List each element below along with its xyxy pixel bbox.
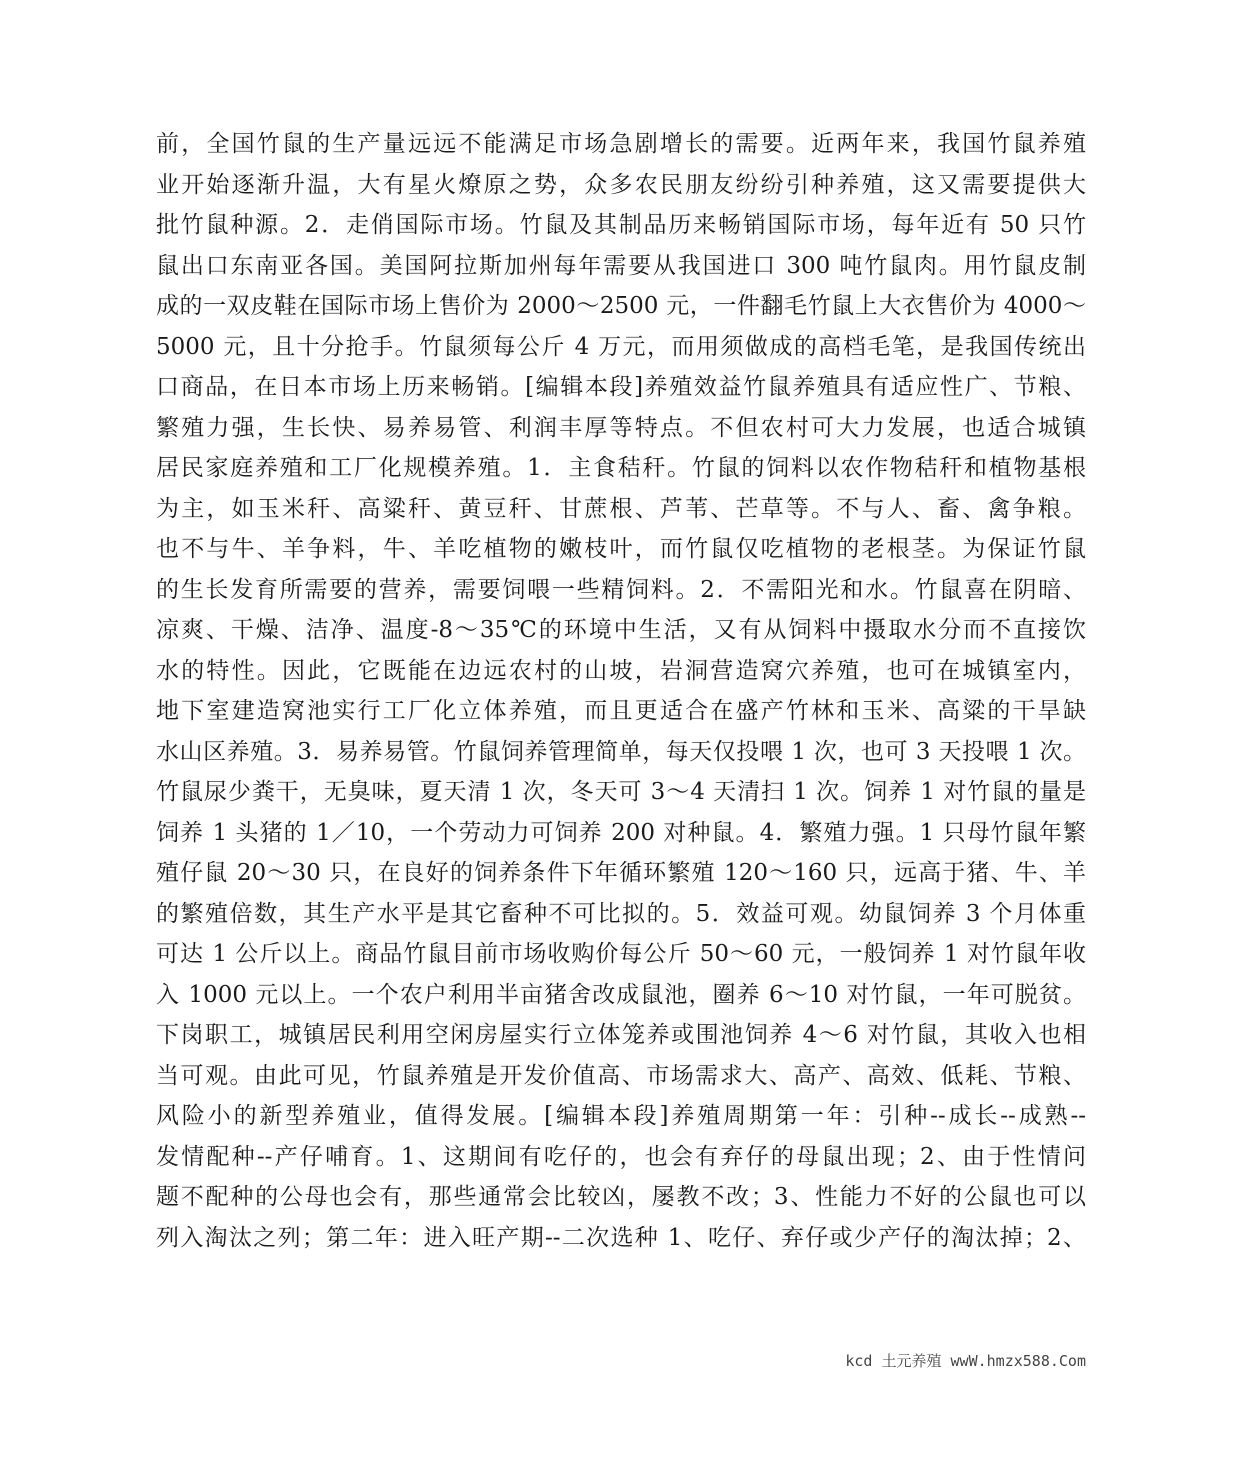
text-line: 风险小的新型养殖业，值得发展。[编辑本段]养殖周期第一年：引种--成长--成熟-- bbox=[156, 1103, 1086, 1129]
text-line: 为主，如玉米秆、高粱秆、黄豆秆、甘蔗根、芦苇、芒草等。不与人、畜、禽争粮。 bbox=[156, 495, 1086, 522]
text-line: 列入淘汰之列；第二年：进入旺产期--二次选种 1、吃仔、弃仔或少产仔的淘汰掉；2、 bbox=[156, 1224, 1086, 1251]
body-text bbox=[156, 124, 1086, 1258]
text-line: 凉爽、干燥、洁净、温度-8～35℃的环境中生活，又有从饲料中摄取水分而不直接饮 bbox=[156, 617, 1086, 643]
text-line: 也不与牛、羊争料，牛、羊吃植物的嫩枝叶，而竹鼠仅吃植物的老根茎。为保证竹鼠 bbox=[156, 536, 1086, 562]
text-line: 5000 元，且十分抢手。竹鼠须每公斤 4 万元，而用须做成的高档毛笔，是我国传统出 bbox=[156, 333, 1086, 360]
text-line: 发情配种--产仔哺育。1、这期间有吃仔的，也会有弃仔的母鼠出现；2、由于性情问 bbox=[156, 1143, 1086, 1170]
text-line: 水山区养殖。3．易养易管。竹鼠饲养管理简单，每天仅投喂 1 次，也可 3 天投喂 1 次。 bbox=[156, 738, 1086, 765]
text-line: 当可观。由此可见，竹鼠养殖是开发价值高、市场需求大、高产、高效、低耗、节粮、 bbox=[156, 1062, 1086, 1089]
text-line: 业开始逐渐升温，大有星火燎原之势，众多农民朋友纷纷引种养殖，这又需要提供大 bbox=[156, 171, 1086, 198]
text-line: 下岗职工，城镇居民利用空闲房屋实行立体笼养或围池饲养 4～6 对竹鼠，其收入也相 bbox=[156, 1022, 1086, 1048]
text-line: 殖仔鼠 20～30 只，在良好的饲养条件下年循环繁殖 120～160 只，远高于猪、牛、羊 bbox=[156, 860, 1086, 886]
text-line: 可达 1 公斤以上。商品竹鼠目前市场收购价每公斤 50～60 元，一般饲养 1 对竹鼠年收 bbox=[156, 941, 1086, 967]
text-line: 饲养 1 头猪的 1／10，一个劳动力可饲养 200 对种鼠。4．繁殖力强。1 只母竹鼠年繁 bbox=[156, 819, 1086, 846]
text-line: 水的特性。因此，它既能在边远农村的山坡，岩洞营造窝穴养殖，也可在城镇室内， bbox=[156, 657, 1086, 684]
text-line: 的生长发育所需要的营养，需要饲喂一些精饲料。2．不需阳光和水。竹鼠喜在阴暗、 bbox=[156, 576, 1086, 603]
text-line: 入 1000 元以上。一个农户利用半亩猪舍改成鼠池，圈养 6～10 对竹鼠，一年可脱贫。 bbox=[156, 981, 1086, 1008]
text-line: 的繁殖倍数，其生产水平是其它畜种不可比拟的。5．效益可观。幼鼠饲养 3 个月体重 bbox=[156, 900, 1086, 927]
page-footer: kcd 土元养殖 wwW.hmzx588.Com bbox=[845, 1352, 1086, 1370]
text-line: 批竹鼠种源。2．走俏国际市场。竹鼠及其制品历来畅销国际市场，每年近有 50 只竹 bbox=[156, 212, 1086, 238]
text-line: 成的一双皮鞋在国际市场上售价为 2000～2500 元，一件翻毛竹鼠上大衣售价为 4000～ bbox=[156, 293, 1086, 319]
text-line: 前，全国竹鼠的生产量远远不能满足市场急剧增长的需要。近两年来，我国竹鼠养殖 bbox=[156, 131, 1086, 157]
text-line: 口商品，在日本市场上历来畅销。[编辑本段]养殖效益竹鼠养殖具有适应性广、节粮、 bbox=[156, 374, 1086, 400]
text-line: 繁殖力强，生长快、易养易管、利润丰厚等特点。不但农村可大力发展，也适合城镇 bbox=[156, 414, 1086, 441]
text-line: 题不配种的公母也会有，那些通常会比较凶，屡教不改；3、性能力不好的公鼠也可以 bbox=[156, 1184, 1086, 1210]
text-line: 地下室建造窝池实行工厂化立体养殖，而且更适合在盛产竹林和玉米、高粱的干旱缺 bbox=[156, 698, 1086, 724]
text-line: 鼠出口东南亚各国。美国阿拉斯加州每年需要从我国进口 300 吨竹鼠肉。用竹鼠皮制 bbox=[156, 252, 1086, 279]
text-line: 竹鼠尿少粪干，无臭味，夏天清 1 次，冬天可 3～4 天清扫 1 次。饲养 1 对竹鼠的量是 bbox=[156, 779, 1086, 805]
text-line: 居民家庭养殖和工厂化规模养殖。1．主食秸秆。竹鼠的饲料以农作物秸秆和植物基根 bbox=[156, 455, 1086, 481]
